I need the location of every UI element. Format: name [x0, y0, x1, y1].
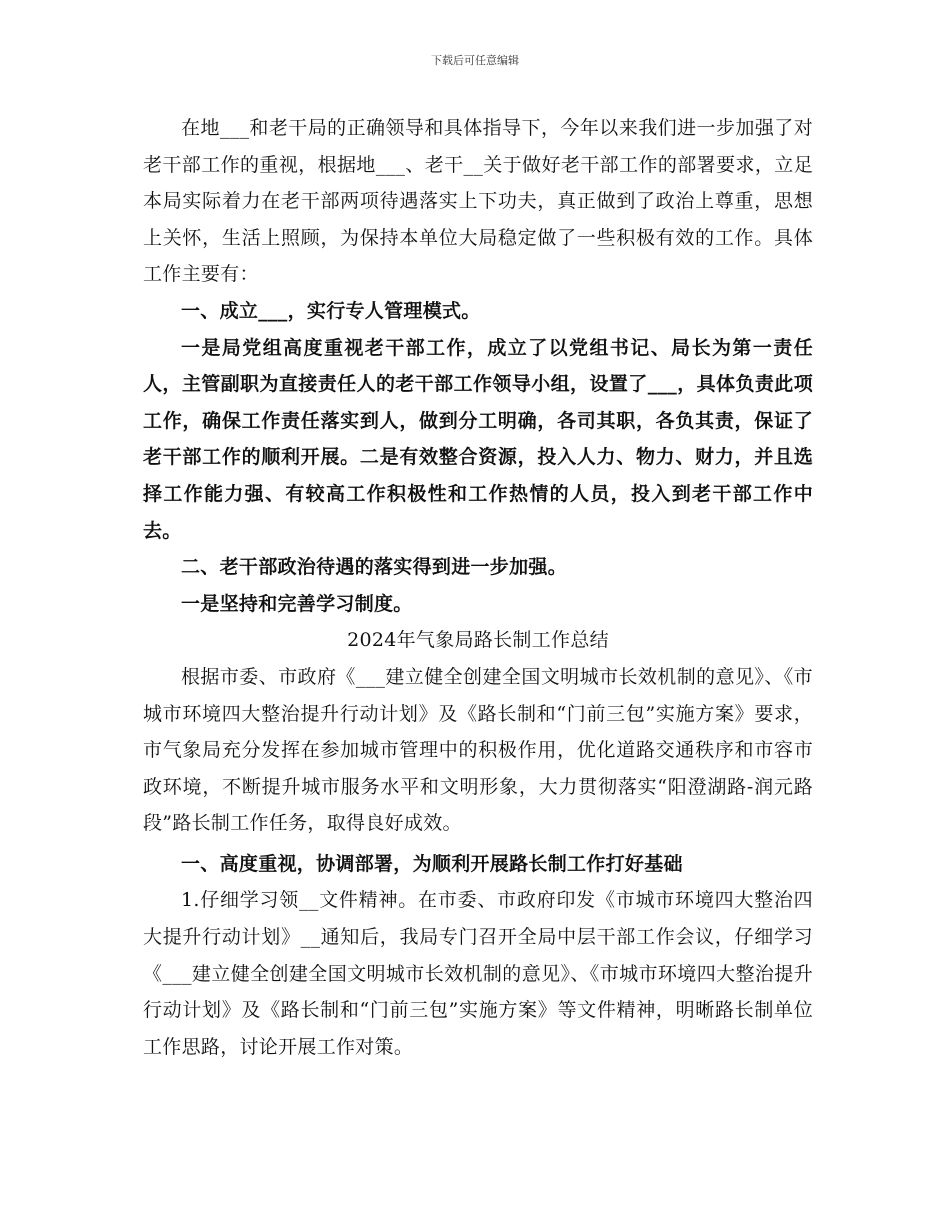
heading-section-2: 二、老干部政治待遇的落实得到进一步加强。	[181, 556, 568, 579]
heading-summary-1: 一、高度重视，协调部署，为顺利开展路长制工作打好基础	[181, 852, 683, 875]
document-body	[143, 110, 813, 1065]
paragraph-summary-1: 1.仔细学习领__文件精神。在市委、市政府印发《市城市环境四大整治四大提升行动计划》__通知后，我局专门召开全局中层干部工作会议，仔细学习《___建立健全创建全国文明城市长效机制的意见》、《市城市环境四大整治提升行动计划》及《路长制和“门前三包”实施方案》等文件精神，明晰路长制单位工作思路，讨论开展工作对策。	[143, 889, 813, 1058]
document-title: 2024年气象局路长制工作总结	[347, 629, 609, 652]
heading-section-1: 一、成立___，实行专人管理模式。	[181, 299, 481, 322]
header-note: 下载后可任意编辑	[431, 54, 519, 67]
heading-subsection: 一是坚持和完善学习制度。	[181, 592, 413, 615]
paragraph-summary-intro: 根据市委、市政府《___建立健全创建全国文明城市长效机制的意见》、《市城市环境四大整治提升行动计划》及《路长制和“门前三包”实施方案》要求，市气象局充分发挥在参加城市管理中的积极作用，优化道路交通秩序和市容市政环境，不断提升城市服务水平和文明形象，大力贯彻落实“阳澄湖路-润元路段”路长制工作任务，取得良好成效。	[143, 665, 813, 835]
paragraph-section-1: 一是局党组高度重视老干部工作，成立了以党组书记、局长为第一责任人，主管副职为直接责任人的老干部工作领导小组，设置了___，具体负责此项工作，确保工作责任落实到人，做到分工明确，各司其职，各负其责，保证了老干部工作的顺利开展。二是有效整合资源，投入人力、物力、财力，并且选择工作能力强、有较高工作积极性和工作热情的人员，投入到老干部工作中去。	[143, 336, 813, 542]
paragraph-intro: 在地___和老干局的正确领导和具体指导下，今年以来我们进一步加强了对老干部工作的重视，根据地___、老干__关于做好老干部工作的部署要求，立足本局实际着力在老干部两项待遇落实上下功夫，真正做到了政治上尊重，思想上关怀，生活上照顾，为保持本单位大局稳定做了一些积极有效的工作。具体工作主要有：	[143, 117, 813, 286]
